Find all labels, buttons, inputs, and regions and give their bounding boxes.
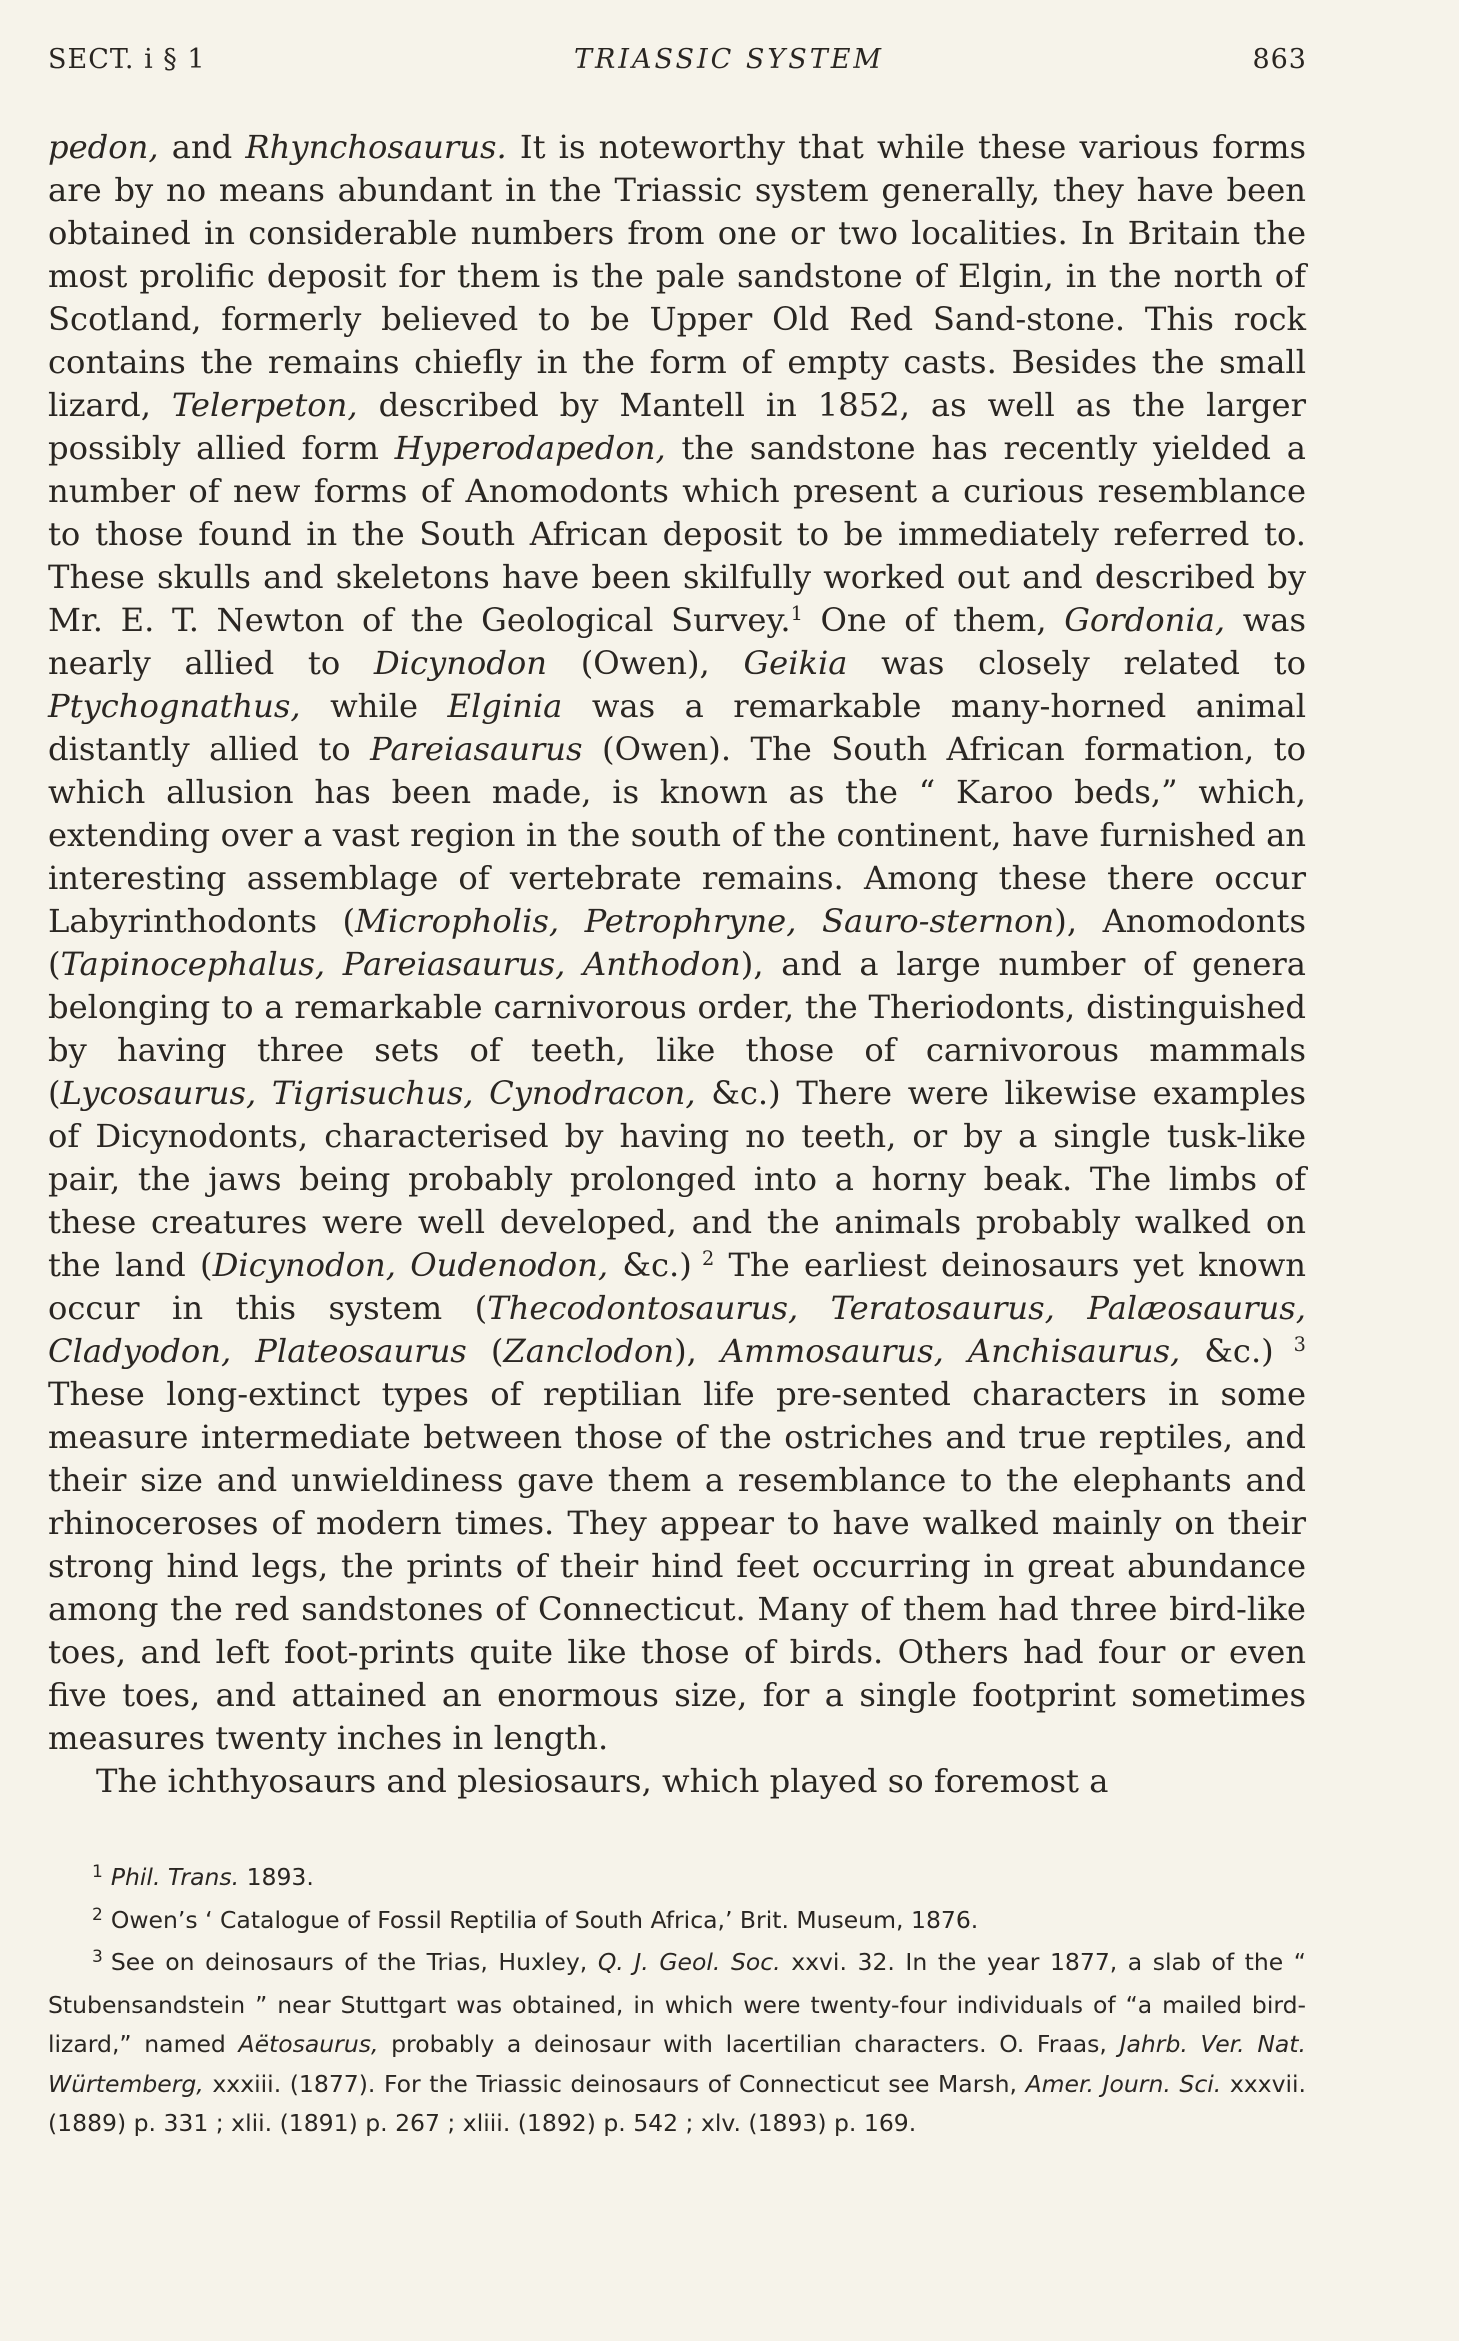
italic-term: Micropholis, Petrophryne, Sauro-sternon — [355, 902, 1055, 940]
italic-term: Ammosaurus, Anchisaurus, — [720, 1332, 1181, 1370]
italic-term: Aëtosaurus, — [238, 2030, 379, 2058]
footnote-marker: 1 — [790, 602, 803, 626]
text-run: ), Anomodonts ( — [48, 902, 1306, 983]
text-run: (Owen). The South African formation, to which allusion has been made, is known as the “ Karoo beds,” which, extending over a vast region in the south of the continent, have furnished an interesting assemblage of vertebrate remains. Among these there occur Labyrinthodonts ( — [48, 730, 1306, 940]
italic-term: pedon, — [48, 128, 159, 166]
footnote-number: 1 — [92, 1862, 103, 1882]
text-run: described by Mantell in 1852, as well as the larger possibly allied form — [48, 386, 1306, 467]
main-text — [48, 126, 1306, 1803]
footnote-1 — [48, 1858, 1306, 1901]
italic-term: Rhynchosaurus. — [245, 128, 507, 166]
italic-term: Q. J. Geol. Soc. — [597, 1948, 781, 1976]
section-reference: SECT. i § 1 — [48, 44, 206, 75]
italic-term: Hyperodapedon, — [394, 429, 666, 467]
italic-term: Thecodontosaurus, Teratosaurus, Palæosaurus, Cladyodon, Plateosaurus — [48, 1289, 1306, 1370]
page-number: 863 — [1252, 44, 1307, 75]
text-run: The ichthyosaurs and plesiosaurs, which played so foremost a — [96, 1762, 1109, 1800]
italic-term: Jahrb. Ver. Nat. Würtemberg, — [48, 2030, 1306, 2098]
italic-term: Gordonia, — [1064, 601, 1226, 639]
text-run: ), and a large number of genera belonging to a remarkable carnivorous order, the Theriodonts, distinguished by having three sets of teeth, like those of carnivorous mammals ( — [48, 945, 1306, 1112]
italic-term: Pareiasaurus — [370, 730, 583, 768]
footnote-marker: 2 — [691, 1247, 715, 1271]
footnote-3 — [48, 1943, 1306, 2144]
footnote-number: 3 — [92, 1947, 103, 1967]
italic-term: Zanclodon — [503, 1332, 675, 1370]
italic-term: Tapinocephalus, Pareiasaurus, Anthodon — [60, 945, 741, 983]
text-run: (Owen), — [547, 644, 744, 682]
text-run: ), — [674, 1332, 721, 1370]
text-run: &c.) There were likewise examples of Dicynodonts, characterised by having no teeth, or by a single tusk-like pair, the jaws being probably prolonged into a horny beak. The limbs of these creatures were well developed, and the animals probably walked on the land ( — [48, 1074, 1306, 1284]
text-run: One of them, — [802, 601, 1065, 639]
italic-term: Geikia — [743, 644, 848, 682]
text-run: was a remarkable many-horned animal distantly allied to — [48, 687, 1306, 768]
footnote-2 — [48, 1901, 1306, 1944]
text-run: and — [158, 128, 246, 166]
text-run: &c.) — [608, 1246, 692, 1284]
footnote-number: 2 — [92, 1904, 103, 1925]
italic-term: Telerpeton, — [171, 386, 358, 424]
italic-term: Ptychognathus, — [48, 687, 301, 725]
text-run: xxxiii. (1877). For the Triassic deinosaurs of Connecticut see Marsh, — [203, 2069, 1026, 2098]
text-run: Owen’s ‘ Catalogue of Fossil Reptilia of South Africa,’ Brit. Museum, 1876. — [110, 1905, 979, 1934]
italic-term: Phil. Trans. — [110, 1863, 240, 1891]
text-run: The earliest deinosaurs yet known occur in this system ( — [48, 1246, 1306, 1327]
running-header — [48, 44, 1307, 75]
italic-term: Amer. Journ. Sci. — [1025, 2069, 1222, 2098]
text-run: the sandstone has recently yielded a number of new forms of Anomodonts which present a curious resemblance to those found in the South African deposit to be immediately referred to. These skulls and skeletons have been skilfully worked out and described by Mr. E. T. Newton of the Geological Survey. — [48, 429, 1306, 639]
text-run: xxxvii. (1889) p. 331 ; xlii. (1891) p. 267 ; xliii. (1892) p. 542 ; xlv. (1893) p. 169. — [48, 2069, 1307, 2137]
italic-term: Dicynodon — [373, 644, 548, 682]
text-run: 1893. — [239, 1863, 314, 1891]
text-run: xxvi. 32. In the year 1877, a slab of the “ Stubensandstein ” near Stuttgart was obtained, in which were twenty-four individuals of “a mailed bird-lizard,” named — [48, 1948, 1306, 2058]
text-run: while — [300, 687, 448, 725]
text-run: It is noteworthy that while these various forms are by no means abundant in the Triassic system generally, they have been obtained in considerable numbers from one or two localities. In Britain the most prolific deposit for them is the pale sandstone of Elgin, in the north of Scotland, formerly believed to be Upper Old Red Sand-stone. This rock contains the remains chiefly in the form of empty casts. Besides the small lizard, — [48, 128, 1306, 424]
text-run: ( — [466, 1332, 504, 1370]
text-run: was closely related to — [847, 644, 1306, 682]
text-run: These long-extinct types of reptilian life pre-sented characters in some measure intermediate between those of the ostriches and true reptiles, and their size and unwieldiness gave them a resemblance to the elephants and rhinoceroses of modern times. They appear to have walked mainly on their strong hind legs, the prints of their hind feet occurring in great abundance among the red sandstones of Connecticut. Many of them had three bird-like toes, and left foot-prints quite like those of birds. Others had four or even five toes, and attained an enormous size, for a single footprint sometimes measures twenty inches in length. — [48, 1375, 1306, 1757]
paragraph-1 — [48, 126, 1306, 1760]
text-run: &c.) — [1180, 1332, 1274, 1370]
text-run: was nearly allied to — [48, 601, 1306, 682]
footnote-marker: 3 — [1273, 1333, 1306, 1357]
paragraph-2 — [48, 1760, 1306, 1803]
text-run: probably a deinosaur with lacertilian characters. O. Fraas, — [378, 2030, 1120, 2058]
italic-term: Elginia — [447, 687, 563, 725]
running-title: TRIASSIC SYSTEM — [573, 44, 885, 75]
italic-term: Lycosaurus, Tigrisuchus, Cynodracon, — [60, 1074, 696, 1112]
footnotes — [48, 1858, 1306, 2144]
italic-term: Dicynodon, Oudenodon, — [212, 1246, 609, 1284]
text-run: See on deinosaurs of the Trias, Huxley, — [110, 1948, 598, 1976]
